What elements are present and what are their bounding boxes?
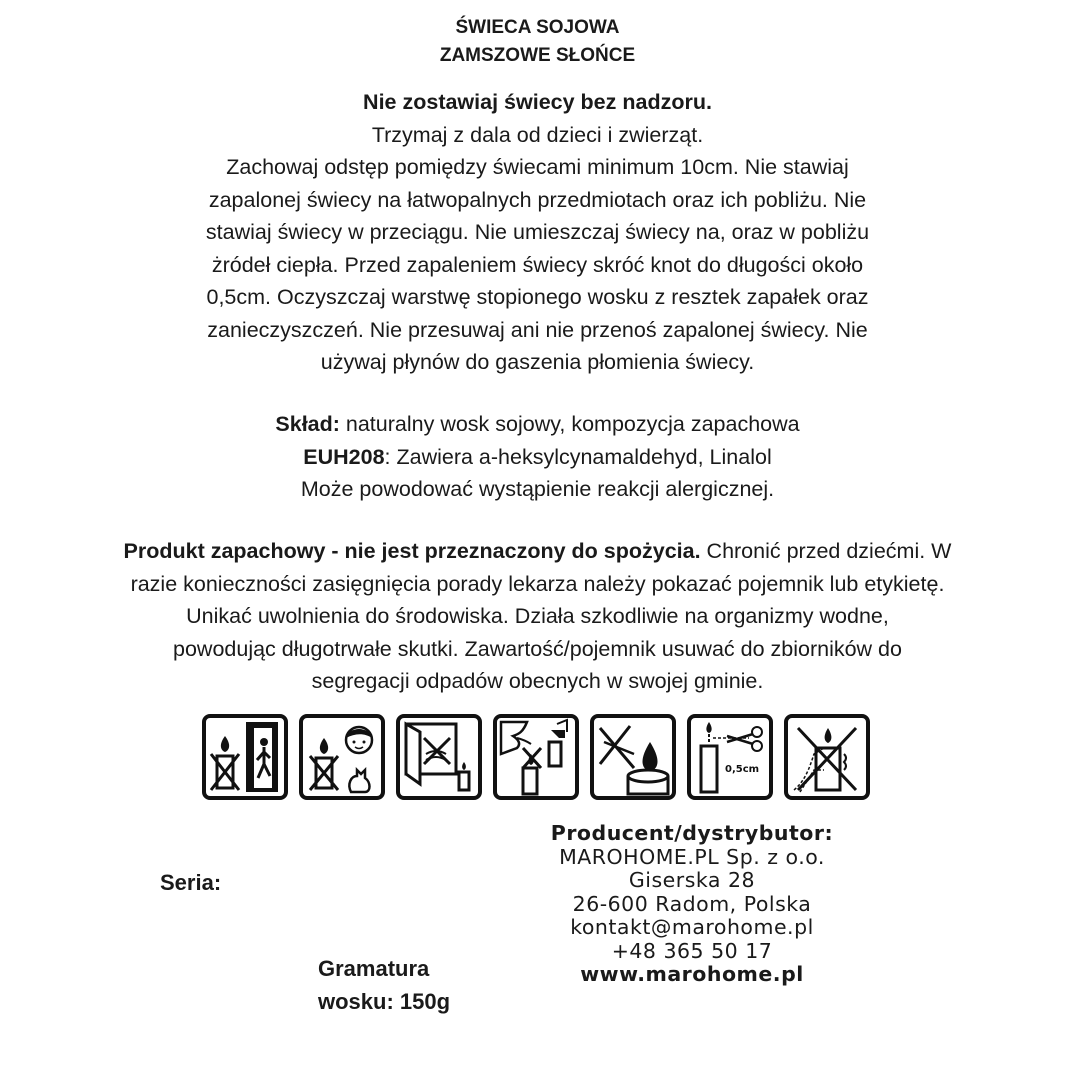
wick-length-label: 0,5cm (725, 764, 760, 775)
wax-weight-line-2: wosku: 150g (318, 989, 451, 1014)
allergy-line: Może powodować wystąpienie reakcji alergicznej. (300, 477, 775, 501)
warning-line: Trzymaj z dala od dzieci i zwierząt. (371, 122, 704, 147)
producer-info (492, 822, 892, 987)
warning-bold-line: Nie zostawiaj świecy bez nadzoru. (363, 90, 712, 114)
producer-website: www.marohome.pl (580, 962, 804, 986)
hazard-line: razie konieczności zasięgnięcia porady lekarza należy pokazać pojemnik lub etykietę. (130, 571, 945, 596)
hazard-section (40, 535, 1035, 698)
keep-from-children-pets-icon (299, 714, 385, 800)
product-title (0, 14, 1075, 70)
safety-pictograms (202, 714, 870, 800)
composition-line (60, 408, 1015, 441)
title-line-2: ZAMSZOWE SŁOŃCE (439, 45, 636, 66)
trim-wick-icon (687, 714, 773, 800)
hazard-line: Unikać uwolnienia do środowiska. Działa szkodliwie na organizmy wodne, (186, 604, 889, 628)
safety-warnings (120, 86, 955, 379)
warning-line: zapalonej świecy na łatwopalnych przedmiotach oraz ich pobliżu. Nie (208, 187, 867, 212)
hazard-line (40, 535, 1035, 568)
warning-line: żródeł ciepła. Przed zapaleniem świecy skróć knot do długości około (211, 252, 864, 277)
producer-city: 26-600 Radom, Polska (572, 891, 812, 916)
producer-heading: Producent/dystrybutor: (550, 821, 834, 845)
no-draft-icon (396, 714, 482, 800)
wax-weight-line-1: Gramatura (318, 956, 430, 981)
euh-label: EUH208 (303, 444, 385, 469)
no-heat-source-icon (493, 714, 579, 800)
euh-line (60, 441, 1015, 474)
composition-section (60, 408, 1015, 506)
title-line-1: ŚWIECA SOJOWA (455, 17, 620, 38)
wax-weight (318, 952, 450, 1018)
producer-email: kontakt@marohome.pl (570, 915, 814, 939)
no-matches-in-wax-icon (590, 714, 676, 800)
euh-text: : Zawiera a-heksylcynamaldehyd, Linalol (384, 444, 772, 469)
batch-label: Seria: (160, 870, 222, 895)
producer-phone: +48 365 50 17 (611, 938, 773, 963)
no-flammable-surface-icon (784, 714, 870, 800)
warning-line: stawiaj świecy w przeciągu. Nie umieszczaj świecy na, oraz w pobliżu (205, 220, 870, 244)
hazard-line: powodując długotrwałe skutki. Zawartość/pojemnik usuwać do zbiorników do (173, 636, 902, 661)
warning-line: zanieczyszczeń. Nie przesuwaj ani nie przenoś zapalonej świecy. Nie (207, 317, 868, 342)
producer-street: Giserska 28 (628, 868, 756, 892)
composition-text: naturalny wosk sojowy, kompozycja zapachowa (339, 412, 800, 436)
hazard-line1-rest: Chronić przed dziećmi. W (700, 539, 952, 563)
warning-line: używaj płynów do gaszenia płomienia świecy. (320, 350, 755, 374)
hazard-bold: Produkt zapachowy - nie jest przeznaczony do spożycia. (123, 539, 701, 563)
producer-company: MAROHOME.PL Sp. z o.o. (559, 844, 825, 869)
warning-line: 0,5cm. Oczyszczaj warstwę stopionego wosku z resztek zapałek oraz (206, 285, 869, 309)
no-unattended-candle-icon (202, 714, 288, 800)
warning-line: Zachowaj odstęp pomiędzy świecami minimum 10cm. Nie stawiaj (226, 155, 849, 179)
hazard-line: segregacji odpadów obecnych w swojej gminie. (311, 669, 764, 693)
composition-label: Skład: (275, 412, 340, 436)
